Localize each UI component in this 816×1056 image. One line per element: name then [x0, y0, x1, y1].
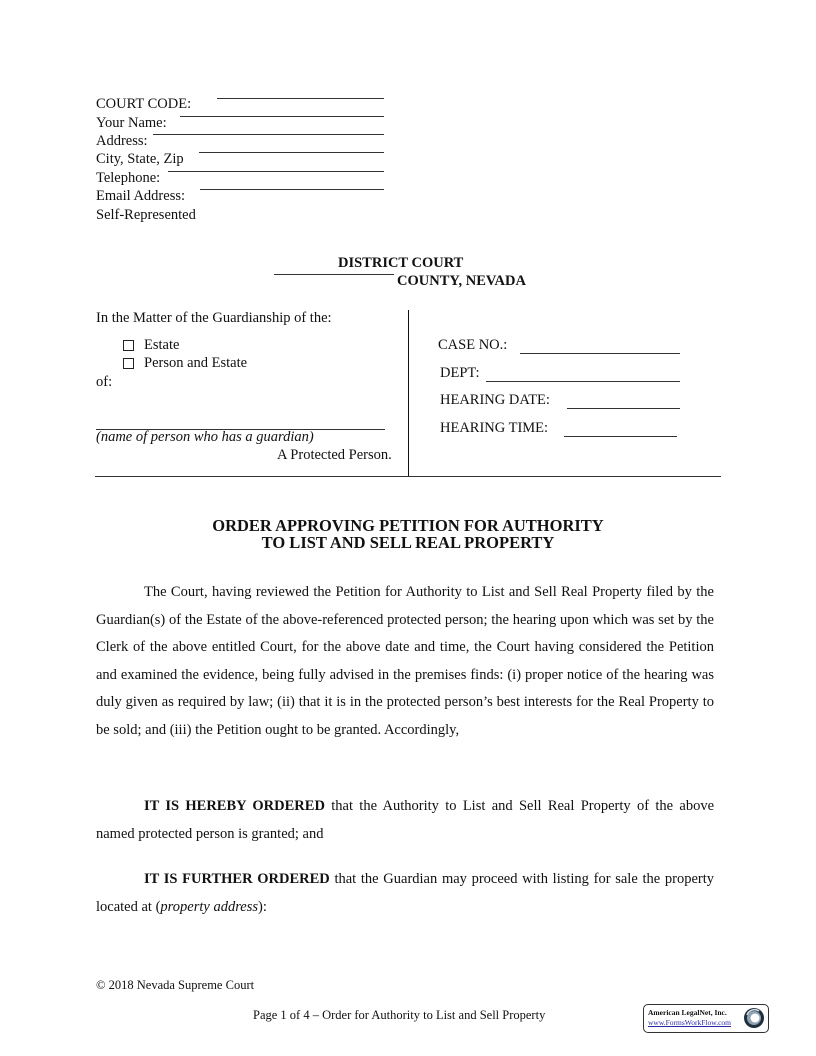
legalnet-badge[interactable] [643, 1004, 769, 1033]
city-state-zip-field[interactable] [199, 152, 384, 153]
findings-paragraph [96, 579, 714, 744]
badge-website-link[interactable]: www.FormsWorkFlow.com [648, 1018, 732, 1027]
caption-vertical-divider [408, 310, 409, 476]
property-address-hint: property address [160, 898, 259, 915]
self-represented-label: Self-Represented [96, 207, 196, 223]
further-ordered-heading: IT IS FURTHER ORDERED [144, 871, 330, 887]
hearing-time-field[interactable] [564, 436, 677, 437]
further-ordered-text: that the Guardian may proceed with listing for sale the property located at ( [96, 871, 714, 915]
hereby-ordered-text: that the Authority to List and Sell Real Property of the above named protected person is granted; and [96, 798, 715, 842]
court-title: DISTRICT COURT [338, 255, 464, 271]
further-ordered-end: ): [258, 898, 267, 915]
your-name-field[interactable] [180, 116, 384, 117]
court-code-label: COURT CODE: [96, 96, 192, 112]
hereby-ordered-paragraph [96, 793, 714, 848]
hearing-date-label: HEARING DATE: [440, 392, 550, 408]
legalnet-logo-icon [743, 1007, 765, 1029]
dept-field[interactable] [486, 381, 680, 382]
address-label: Address: [96, 133, 148, 149]
hearing-time-label: HEARING TIME: [440, 420, 549, 436]
findings-text: The Court, having reviewed the Petition for Authority to List and Sell Real Property filed by the Guardian(s) of the Estate of the above-referenced protected person; the hearing upon which was set by the Clerk of the above entitled Court, for the above date and time, the Court having considered the Petition and examined the evidence, being fully advised in the premises finds: (i) proper notice of the hearing was duly given as required by law; (ii) that it is in the protected person’s best interests for the Real Property to be sold; and (iii) the Petition ought to be granted. Accordingly, [96, 584, 714, 738]
matter-intro: In the Matter of the Guardianship of the: [96, 310, 332, 326]
of-label: of: [96, 374, 113, 390]
person-and-estate-checkbox[interactable] [123, 358, 134, 369]
caption-horizontal-rule [95, 476, 721, 477]
further-ordered-paragraph [96, 866, 714, 921]
city-state-zip-label: City, State, Zip [96, 151, 184, 167]
page-info: Page 1 of 4 – Order for Authority to List and Sell Property [253, 1008, 546, 1022]
copyright-notice: © 2018 Nevada Supreme Court [96, 978, 255, 992]
dept-label: DEPT: [440, 365, 480, 381]
estate-checkbox[interactable] [123, 340, 134, 351]
court-code-field[interactable] [217, 98, 384, 99]
email-field[interactable] [200, 189, 384, 190]
order-title-line1: ORDER APPROVING PETITION FOR AUTHORITY [212, 516, 604, 535]
case-no-label: CASE NO.: [438, 337, 508, 353]
estate-option-label: Estate [144, 337, 180, 353]
protected-person-label: A Protected Person. [277, 447, 392, 463]
email-label: Email Address: [96, 188, 186, 204]
name-hint: (name of person who has a guardian) [96, 429, 314, 445]
county-state-label: COUNTY, NEVADA [397, 273, 526, 289]
case-no-field[interactable] [520, 353, 680, 354]
county-name-field[interactable] [274, 274, 394, 275]
telephone-label: Telephone: [96, 170, 161, 186]
hearing-date-field[interactable] [567, 408, 680, 409]
address-field[interactable] [153, 134, 384, 135]
your-name-label: Your Name: [96, 115, 167, 131]
telephone-field[interactable] [168, 171, 384, 172]
person-and-estate-option-label: Person and Estate [144, 355, 248, 371]
order-title-line2: TO LIST AND SELL REAL PROPERTY [261, 533, 555, 552]
hereby-ordered-heading: IT IS HEREBY ORDERED [144, 798, 325, 814]
badge-company-name: American LegalNet, Inc. [648, 1008, 727, 1017]
